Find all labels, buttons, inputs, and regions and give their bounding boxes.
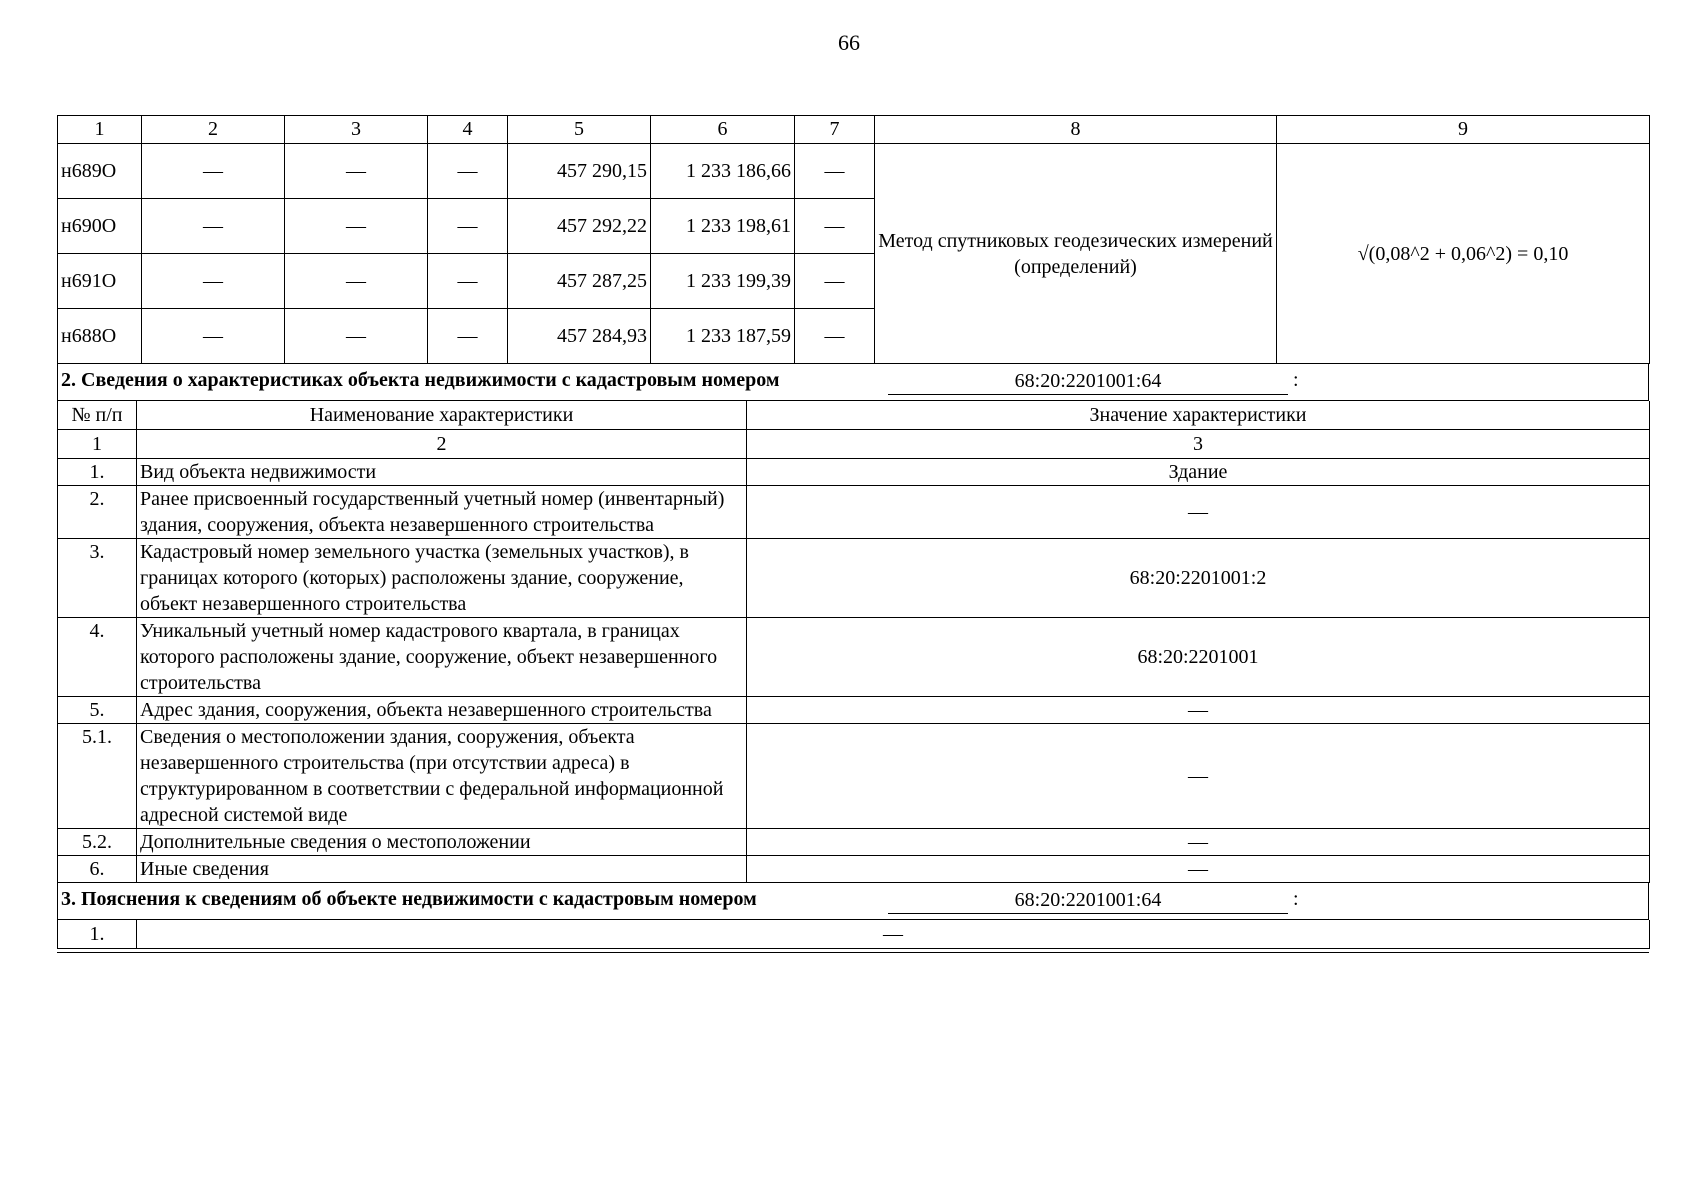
- row-value: —: [747, 697, 1650, 724]
- cell: —: [285, 254, 428, 309]
- col-header: 1: [58, 116, 142, 144]
- coord-y: 1 233 186,66: [651, 144, 795, 199]
- cell: —: [142, 199, 285, 254]
- section2-heading: [57, 364, 1649, 401]
- table-bottom-border: [57, 949, 1649, 953]
- col-header: 7: [795, 116, 875, 144]
- table-row: [58, 697, 1650, 724]
- explanations-table: [57, 920, 1650, 949]
- cell: —: [285, 309, 428, 364]
- cell: —: [285, 144, 428, 199]
- row-number: 3.: [58, 539, 137, 618]
- row-name: Ранее присвоенный государственный учетный номер (инвентарный) здания, сооружения, объекта незавершенного строительства: [137, 486, 747, 539]
- col-header: 8: [875, 116, 1277, 144]
- section2-title: 2. Сведения о характеристиках объекта недвижимости с кадастровым номером: [61, 369, 780, 391]
- cell: —: [142, 309, 285, 364]
- characteristics-header-row: [58, 401, 1650, 430]
- cell: —: [285, 199, 428, 254]
- cell: —: [795, 144, 875, 199]
- col-header: 5: [508, 116, 651, 144]
- document-body: [57, 115, 1649, 953]
- row-name: Адрес здания, сооружения, объекта незавершенного строительства: [137, 697, 747, 724]
- coord-y: 1 233 198,61: [651, 199, 795, 254]
- row-value: 68:20:2201001: [747, 618, 1650, 697]
- row-number: 5.: [58, 697, 137, 724]
- row-name: Кадастровый номер земельного участка (земельных участков), в границах которого (которых) расположены здание, сооружение, объект незавершенного строительства: [137, 539, 747, 618]
- cell: —: [795, 254, 875, 309]
- table-row: [58, 724, 1650, 829]
- col-header: 9: [1277, 116, 1650, 144]
- coord-y: 1 233 187,59: [651, 309, 795, 364]
- point-name: н691О: [58, 254, 142, 309]
- point-name: н689О: [58, 144, 142, 199]
- row-value: Здание: [747, 459, 1650, 486]
- index-cell: 2: [137, 430, 747, 459]
- row-number: 5.1.: [58, 724, 137, 829]
- cell: —: [795, 199, 875, 254]
- row-name: Дополнительные сведения о местоположении: [137, 829, 747, 856]
- row-value: —: [137, 920, 1650, 949]
- row-name: Иные сведения: [137, 856, 747, 883]
- table-row: [58, 920, 1650, 949]
- point-name: н690О: [58, 199, 142, 254]
- section2-colon: :: [1293, 369, 1299, 391]
- row-number: 6.: [58, 856, 137, 883]
- coord-x: 457 292,22: [508, 199, 651, 254]
- row-name: Уникальный учетный номер кадастрового квартала, в границах которого расположены здание, сооружение, объект незавершенного строительства: [137, 618, 747, 697]
- cell: —: [142, 254, 285, 309]
- row-number: 1.: [58, 459, 137, 486]
- formula-cell: √(0,08^2 + 0,06^2) = 0,10: [1277, 144, 1650, 364]
- row-value: —: [747, 856, 1650, 883]
- cell: —: [428, 144, 508, 199]
- row-number: 4.: [58, 618, 137, 697]
- table-row: [58, 618, 1650, 697]
- row-value: 68:20:2201001:2: [747, 539, 1650, 618]
- cell: —: [142, 144, 285, 199]
- table-row: [58, 144, 1650, 199]
- col-header: 2: [142, 116, 285, 144]
- coord-x: 457 287,25: [508, 254, 651, 309]
- characteristics-index-row: [58, 430, 1650, 459]
- table-row: [58, 486, 1650, 539]
- col-header-num: № п/п: [58, 401, 137, 430]
- row-value: —: [747, 829, 1650, 856]
- section2-cadastral-number: 68:20:2201001:64: [888, 368, 1288, 395]
- coord-x: 457 290,15: [508, 144, 651, 199]
- coord-x: 457 284,93: [508, 309, 651, 364]
- section3-colon: :: [1293, 888, 1299, 910]
- table-row: [58, 459, 1650, 486]
- section3-heading: [57, 883, 1649, 920]
- col-header: 4: [428, 116, 508, 144]
- row-value: —: [747, 724, 1650, 829]
- col-header-name: Наименование характеристики: [137, 401, 747, 430]
- col-header: 6: [651, 116, 795, 144]
- point-name: н688О: [58, 309, 142, 364]
- coordinates-header-row: [58, 116, 1650, 144]
- method-cell: Метод спутниковых геодезических измерений (определений): [875, 144, 1277, 364]
- col-header: 3: [285, 116, 428, 144]
- page-number: 66: [838, 30, 860, 55]
- row-number: 5.2.: [58, 829, 137, 856]
- col-header-value: Значение характеристики: [747, 401, 1650, 430]
- section3-title: 3. Пояснения к сведениям об объекте недвижимости с кадастровым номером: [61, 888, 757, 910]
- table-row: [58, 539, 1650, 618]
- table-row: [58, 856, 1650, 883]
- section3-cadastral-number: 68:20:2201001:64: [888, 887, 1288, 914]
- index-cell: 3: [747, 430, 1650, 459]
- coordinates-table: [57, 115, 1650, 364]
- index-cell: 1: [58, 430, 137, 459]
- cell: —: [428, 309, 508, 364]
- row-number: 1.: [58, 920, 137, 949]
- coord-y: 1 233 199,39: [651, 254, 795, 309]
- row-value: —: [747, 486, 1650, 539]
- cell: —: [428, 254, 508, 309]
- cell: —: [428, 199, 508, 254]
- cell: —: [795, 309, 875, 364]
- row-name: Вид объекта недвижимости: [137, 459, 747, 486]
- row-name: Сведения о местоположении здания, сооружения, объекта незавершенного строительства (при отсутствии адреса) в структурированном в соответствии с федеральной информационной адресной системой виде: [137, 724, 747, 829]
- row-number: 2.: [58, 486, 137, 539]
- table-row: [58, 829, 1650, 856]
- characteristics-table: [57, 401, 1650, 883]
